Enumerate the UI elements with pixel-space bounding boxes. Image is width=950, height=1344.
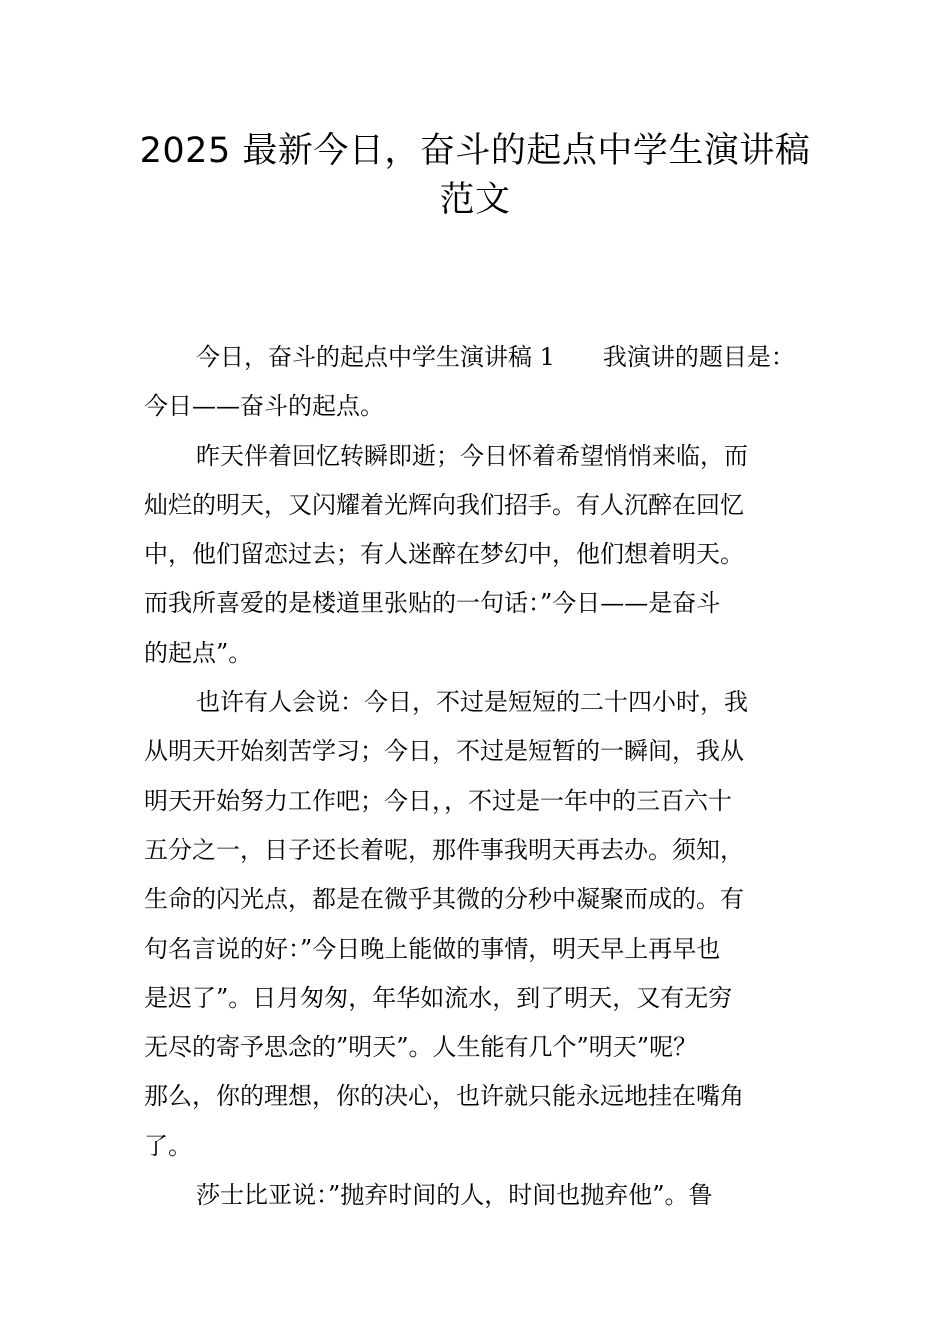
body-line: 昨天伴着回忆转瞬即逝；今日怀着希望悄悄来临，而 bbox=[196, 441, 748, 470]
body-line: 是迟了”。日月匆匆，年华如流水，到了明天，又有无穷 bbox=[144, 983, 733, 1012]
body-line: 明天开始努力工作吧；今日，，不过是一年中的三百六十 bbox=[144, 786, 732, 815]
body-line: 五分之一，日子还长着呢，那件事我明天再去办。须知， bbox=[144, 835, 744, 864]
body-line: 也许有人会说：今日，不过是短短的二十四小时，我 bbox=[196, 688, 748, 717]
body-line: 莎士比亚说：”抛弃时间的人，时间也抛弃他”。鲁 bbox=[196, 1181, 713, 1210]
body-line: 那么，你的理想，你的决心，也许就只能永远地挂在嘴角 bbox=[144, 1082, 744, 1111]
body-line: 今日，奋斗的起点中学生演讲稿 1 我演讲的题目是： bbox=[196, 343, 795, 371]
body-line: 中，他们留恋过去；有人迷醉在梦幻中，他们想着明天。 bbox=[144, 540, 744, 569]
document-title-line-2: 范文 bbox=[439, 180, 511, 220]
body-line: 了。 bbox=[144, 1131, 192, 1160]
document-title-line-1: 2025 最新今日，奋斗的起点中学生演讲稿 bbox=[139, 131, 811, 171]
body-line: 灿烂的明天，又闪耀着光辉向我们招手。有人沉醉在回忆 bbox=[144, 490, 744, 519]
body-line: 的起点”。 bbox=[144, 638, 253, 667]
body-line: 今日——奋斗的起点。 bbox=[144, 392, 384, 421]
body-line: 生命的闪光点，都是在微乎其微的分秒中凝聚而成的。有 bbox=[144, 885, 744, 914]
body-line: 无尽的寄予思念的”明天”。人生能有几个”明天”呢？ bbox=[144, 1033, 698, 1062]
document-body bbox=[144, 333, 824, 1220]
body-line: 而我所喜爱的是楼道里张贴的一句话：”今日——是奋斗 bbox=[144, 589, 721, 618]
body-line: 句名言说的好：”今日晚上能做的事情，明天早上再早也 bbox=[144, 934, 721, 963]
body-line: 从明天开始刻苦学习；今日，不过是短暂的一瞬间，我从 bbox=[144, 737, 744, 766]
